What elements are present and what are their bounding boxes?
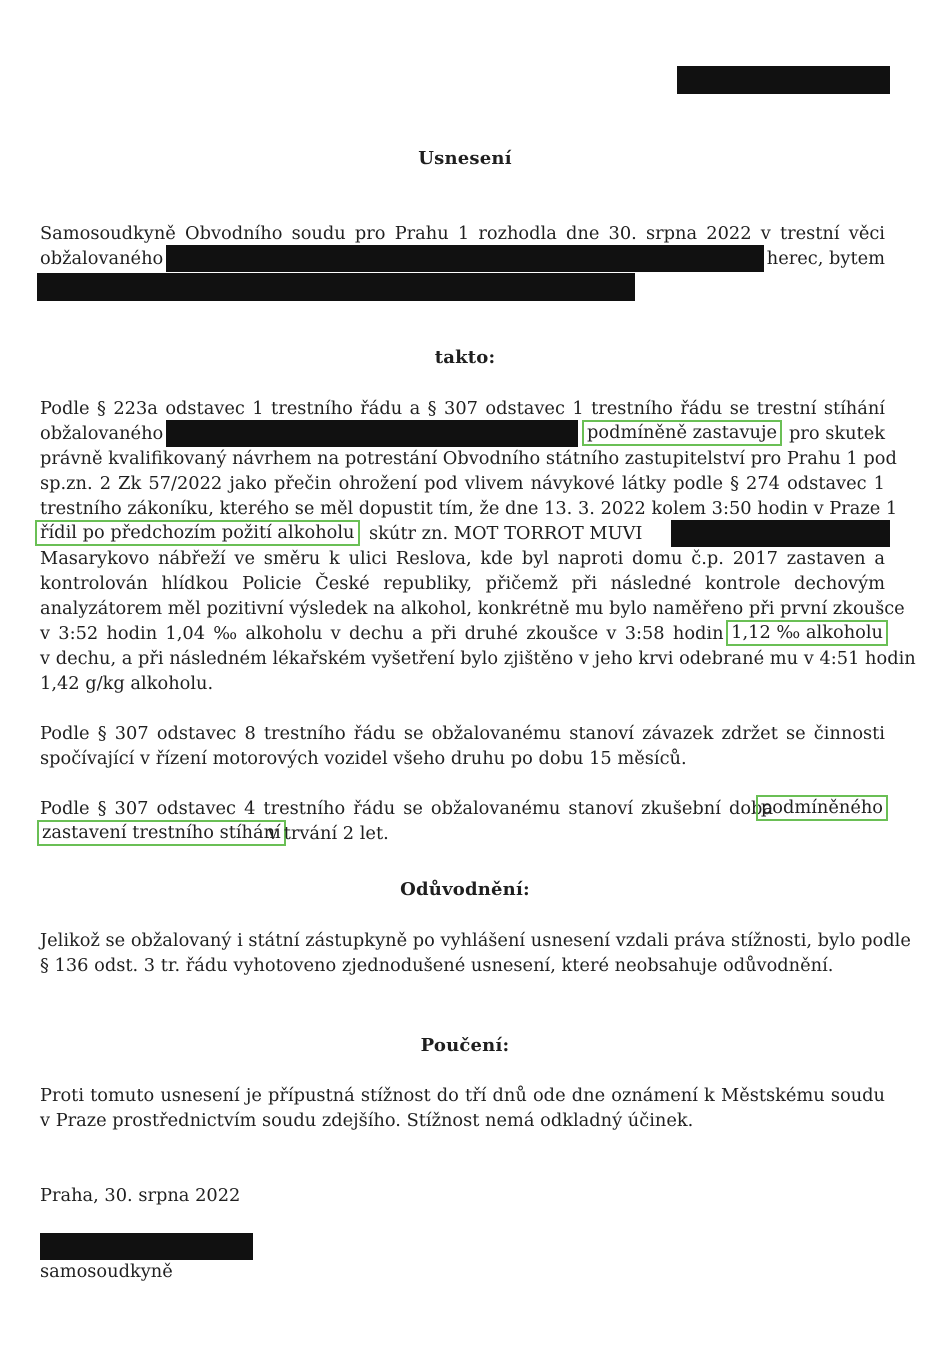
verdict-line-1: Podle § 223a odstavec 1 trestního řádu a § 307 odstavec 1 trestního řádu se trestní stíhání — [40, 398, 885, 419]
verdict-line-2-end: pro skutek — [788, 423, 885, 444]
obligation-line-2: spočívající v řízení motorových vozidel všeho druhu po dobu 15 měsíců. — [40, 748, 687, 769]
verdict-line-12: 1,42 g/kg alkoholu. — [40, 673, 214, 694]
highlight-ridil-po-alkoholu: řídil po předchozím požití alkoholu — [40, 522, 355, 543]
heading-oduvodneni: Odůvodnění: — [400, 879, 530, 900]
instruction-line-2: v Praze prostřednictvím soudu zdejšího. Stížnost nemá odkladný účinek. — [40, 1110, 694, 1131]
verdict-line-8: kontrolován hlídkou Policie České republiky, přičemž při následné kontrole dechovým — [40, 573, 885, 594]
redaction-defendant-name — [166, 245, 764, 272]
redaction-case-number — [677, 66, 890, 94]
redaction-address — [37, 273, 635, 301]
redaction-signature-name — [40, 1233, 253, 1260]
intro-line-1: Samosoudkyně Obvodního soudu pro Prahu 1 rozhodla dne 30. srpna 2022 v trestní věci — [40, 223, 885, 244]
intro-line-2-end: herec, bytem — [766, 248, 885, 269]
place-date: Praha, 30. srpna 2022 — [40, 1185, 241, 1206]
verdict-line-2-start: obžalovaného — [40, 423, 164, 444]
verdict-line-10-start: v 3:52 hodin 1,04 ‰ alkoholu v dechu a při druhé zkoušce v 3:58 hodin — [40, 623, 724, 644]
obligation-line-1: Podle § 307 odstavec 8 trestního řádu se obžalovanému stanoví závazek zdržet se činnosti — [40, 723, 885, 744]
redaction-defendant-name-2 — [166, 420, 578, 447]
probation-line-2-end: v trvání 2 let. — [268, 823, 389, 844]
signature-role: samosoudkyně — [40, 1261, 173, 1282]
probation-line-2 — [40, 821, 885, 846]
heading-pouceni: Poučení: — [420, 1035, 510, 1056]
verdict-line-4: sp.zn. 2 Zk 57/2022 jako přečin ohrožení pod vlivem návykové látky podle § 274 odstavec 1 — [40, 473, 885, 494]
verdict-line-9: analyzátorem měl pozitivní výsledek na alkohol, konkrétně mu bylo naměřeno při první zkoušce — [40, 598, 905, 619]
highlight-podmineneho: podmíněného — [760, 797, 883, 818]
highlight-podminene-zastavuje: podmíněně zastavuje — [587, 422, 777, 443]
instruction-line-1: Proti tomuto usnesení je přípustná stížnost do tří dnů ode dne oznámení k Městskému soudu — [40, 1085, 885, 1106]
probation-line-1 — [40, 796, 885, 821]
verdict-line-5: trestního zákoníku, kterého se měl dopustit tím, že dne 13. 3. 2022 kolem 3:50 hodin v Praze 1 — [40, 498, 898, 519]
verdict-line-7: Masarykovo nábřeží ve směru k ulici Reslova, kde byl naproti domu č.p. 2017 zastaven a — [40, 548, 885, 569]
highlight-alcohol-value: 1,12 ‰ alkoholu — [731, 622, 883, 643]
intro-line-2-start: obžalovaného — [40, 248, 164, 269]
redaction-vehicle-plate — [671, 520, 890, 547]
probation-line-1-start: Podle § 307 odstavec 4 trestního řádu se obžalovanému stanoví zkušební doba — [40, 798, 774, 819]
reasoning-line-2: § 136 odst. 3 tr. řádu vyhotoveno zjednodušené usnesení, které neobsahuje odůvodnění. — [40, 955, 834, 976]
highlight-zastaveni-stihani: zastavení trestního stíhání — [42, 822, 281, 843]
reasoning-line-1: Jelikož se obžalovaný i státní zástupkyně po vyhlášení usnesení vzdali práva stížnosti, bylo podle — [40, 930, 911, 951]
heading-takto: takto: — [434, 347, 496, 368]
verdict-line-10 — [40, 621, 885, 646]
verdict-line-3: právně kvalifikovaný návrhem na potrestání Obvodního státního zastupitelství pro Prahu 1 pod — [40, 448, 897, 469]
verdict-line-6-end: skútr zn. MOT TORROT MUVI — [369, 523, 643, 544]
title-usneseni: Usnesení — [418, 148, 512, 169]
verdict-line-11: v dechu, a při následném lékařském vyšetření bylo zjištěno v jeho krvi odebrané mu v 4:51 hodin — [40, 648, 916, 669]
